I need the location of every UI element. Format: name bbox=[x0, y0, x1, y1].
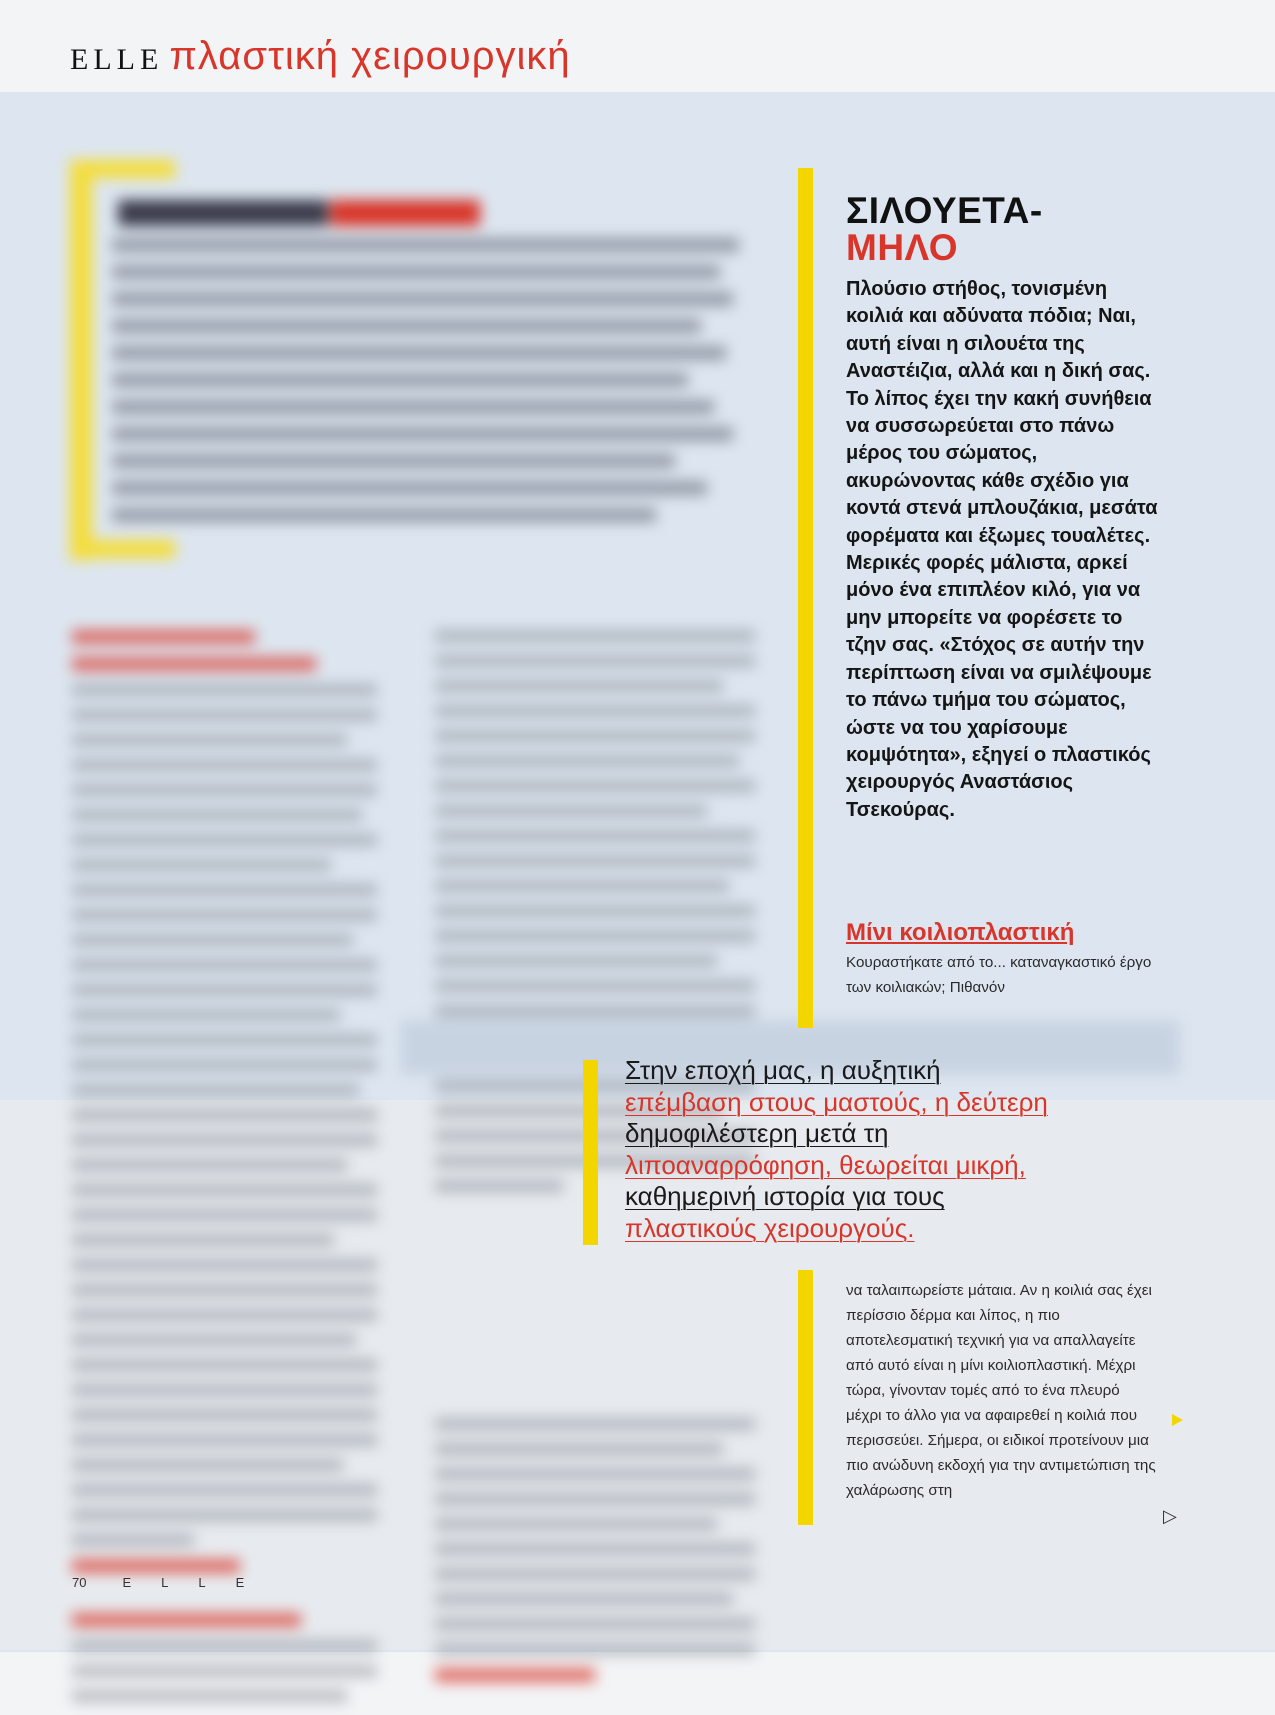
pull-quote bbox=[625, 1055, 1185, 1244]
quote-line-5: καθημερινή ιστορία για τους bbox=[625, 1181, 945, 1211]
subsection-mini-abdominoplasty bbox=[846, 920, 1166, 1000]
article-silhouette-apple bbox=[846, 192, 1166, 824]
blurred-bracket bbox=[70, 160, 92, 560]
headline-line-1: ΣΙΛΟΥΕΤΑ- bbox=[846, 190, 1043, 231]
article-continued: να ταλαιπωρείστε μάταια. Αν η κοιλιά σας έχει περίσσιο δέρμα και λίπος, η πιο αποτελεσματική τεχνική για να απαλλαγείτε από αυτό είναι η μίνι κοιλιοπλαστική. Μέχρι τώρα, γίνονταν τομές από το ένα πλευρό μέχρι το άλλο για να αφαιρεθεί η κοιλιά που περισσεύει. Σήμερα, οι ειδικοί προτείνουν μια πιο ανώδυνη εκδοχή για την αντιμετώπιση της χαλάρωσης στη bbox=[846, 1282, 1156, 1499]
quote-line-4: λιποαναρρόφηση, θεωρείται μικρή, bbox=[625, 1149, 1026, 1180]
subsection-body: Κουραστήκατε από το... καταναγκαστικό έργο των κοιλιακών; Πιθανόν bbox=[846, 954, 1152, 996]
article-headline bbox=[846, 192, 1166, 266]
yellow-arrow-icon bbox=[1172, 1414, 1183, 1426]
page-footer bbox=[72, 1575, 274, 1590]
page-header bbox=[70, 34, 571, 84]
blurred-heading-accent bbox=[330, 200, 480, 226]
page-number: 70 bbox=[72, 1575, 87, 1590]
headline-line-2: ΜΗΛΟ bbox=[846, 227, 959, 268]
footer-brand: ELLE bbox=[122, 1575, 275, 1590]
blurred-column-left bbox=[72, 630, 377, 1715]
yellow-bar-quote bbox=[583, 1060, 598, 1245]
yellow-bar-main bbox=[798, 168, 813, 1028]
quote-line-6: πλαστικούς χειρουργούς. bbox=[625, 1212, 915, 1243]
elle-logo: ELLE bbox=[70, 43, 164, 76]
subsection-title: Μίνι κοιλιοπλαστική bbox=[846, 919, 1075, 946]
blurred-bracket-top bbox=[70, 160, 175, 178]
blurred-heading bbox=[118, 200, 328, 226]
yellow-bar-bottom bbox=[798, 1270, 813, 1525]
quote-line-3: δημοφιλέστερη μετά τη bbox=[625, 1118, 889, 1148]
continue-arrow-icon: ▷ bbox=[1163, 1506, 1177, 1526]
quote-line-1: Στην εποχή μας, η αυξητική bbox=[625, 1055, 941, 1085]
blurred-text-block bbox=[112, 238, 752, 535]
section-title: πλαστική χειρουργική bbox=[169, 34, 571, 78]
blurred-bracket-bottom bbox=[70, 540, 175, 558]
article-lead: Πλούσιο στήθος, τονισμένη κοιλιά και αδύνατα πόδια; Ναι, αυτή είναι η σιλουέτα της Αναστέιζια, αλλά και η δική σας. Το λίπος έχει την κακή συνήθεια να συσσωρεύεται στο πάνω μέρος του σώματος, ακυρώνοντας κάθε σχέδιο για κοντά στενά μπλουζάκια, μεσάτα φορέματα και έξωμες τουαλέτες. Μερικές φορές μάλιστα, αρκεί μόνο ένα επιπλέον κιλό, για να μην μπορείτε να φορέσετε το τζην σας. «Στόχος σε αυτήν την περίπτωση είναι να σμιλέψουμε το πάνω τμήμα του σώματος, ώστε να του χαρίσουμε κομψότητα», εξηγεί ο πλαστικός χειρουργός Αναστάσιος Τσεκούρας. bbox=[846, 278, 1158, 821]
quote-line-2: επέμβαση στους μαστούς, η δεύτερη bbox=[625, 1086, 1048, 1117]
